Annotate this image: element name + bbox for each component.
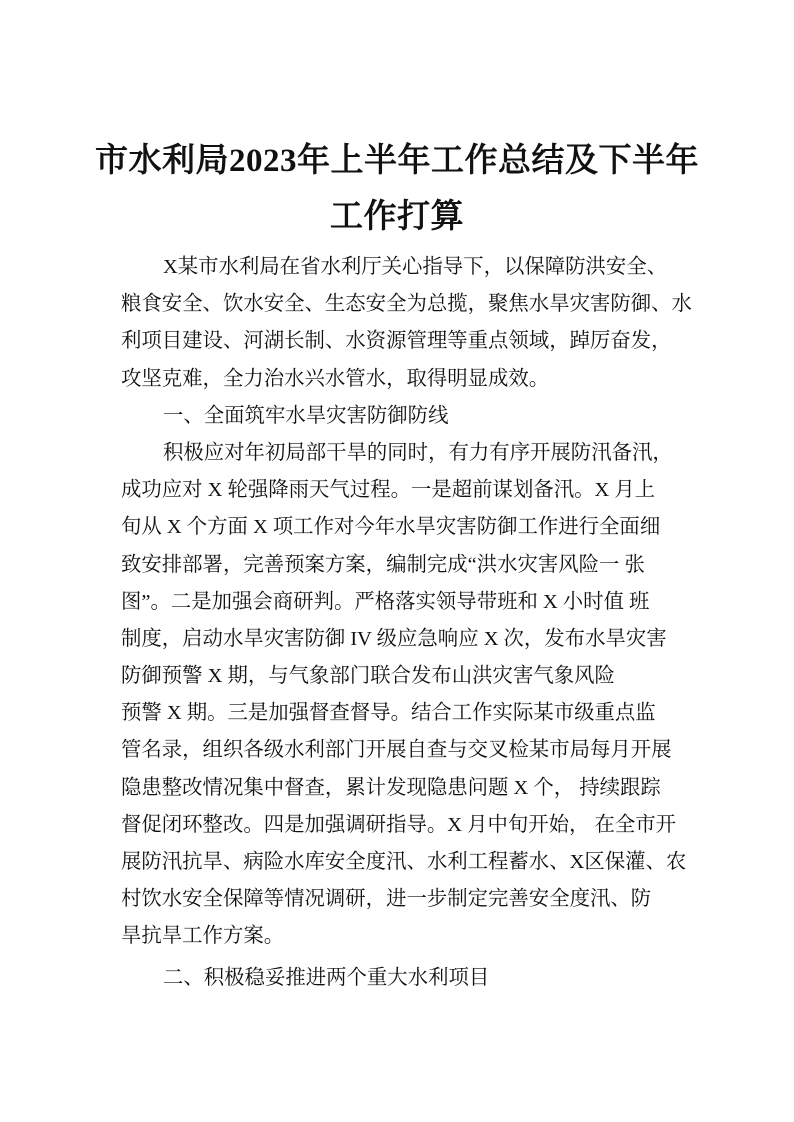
document-title-line-1: 市水利局2023年上半年工作总结及下半年 xyxy=(95,143,699,179)
text-line: 旬从 X 个方面 X 项工作对今年水旱灾害防御工作进行全面细 xyxy=(121,516,661,539)
text-line: 防御预警 X 期，与气象部门联合发布山洪灾害气象风险 xyxy=(121,665,615,688)
paragraph xyxy=(121,249,701,398)
text-line: 二、积极稳妥推进两个重大水利项目 xyxy=(163,966,490,989)
text-line: 隐患整改情况集中督查，累计发现隐患问题 X 个， 持续跟踪 xyxy=(121,776,661,799)
paragraph xyxy=(121,435,701,956)
text-line: 攻坚克难，全力治水兴水管水，取得明显成效。 xyxy=(121,367,550,390)
section-heading xyxy=(121,398,701,435)
text-line: X某市水利局在省水利厅关心指导下，以保障防洪安全、 xyxy=(163,256,668,278)
document-title-line-2: 工作打算 xyxy=(330,199,464,235)
text-line: 图”。二是加强会商研判。严格落实领导带班和 X 小时值 班 xyxy=(121,590,650,613)
section-heading xyxy=(121,960,701,997)
text-line: 一、全面筑牢水旱灾害防御防线 xyxy=(163,404,449,427)
text-line: 制度，启动水旱灾害防御 IV 级应急响应 X 次，发布水旱灾害 xyxy=(121,627,667,650)
document-body xyxy=(121,249,701,997)
text-line: 村饮水安全保障等情况调研，进一步制定完善安全度汛、防 xyxy=(121,888,652,911)
text-line: 成功应对 X 轮强降雨天气过程。一是超前谋划备汛。X 月上 xyxy=(121,479,656,502)
text-line: 积极应对年初局部干旱的同时，有力有序开展防汛备汛， xyxy=(163,441,673,464)
text-line: 督促闭环整改。四是加强调研指导。X 月中旬开始， 在全市开 xyxy=(121,813,677,836)
text-line: 致安排部署，完善预案方案，编制完成“洪水灾害风险一 张 xyxy=(121,553,645,576)
text-line: 展防汛抗旱、病险水库安全度汛、水利工程蓄水、X区保灌、农 xyxy=(121,851,687,873)
text-line: 管名录，组织各级水利部门开展自查与交叉检某市局每月开展 xyxy=(121,739,672,762)
text-line: 预警 X 期。三是加强督查督导。结合工作实际某市级重点监 xyxy=(121,702,656,725)
text-line: 旱抗旱工作方案。 xyxy=(121,925,285,948)
text-line: 粮食安全、饮水安全、生态安全为总揽，聚焦水旱灾害防御、水 xyxy=(121,293,692,316)
text-line: 利项目建设、河湖长制、水资源管理等重点领域，踔厉奋发， xyxy=(121,330,672,353)
